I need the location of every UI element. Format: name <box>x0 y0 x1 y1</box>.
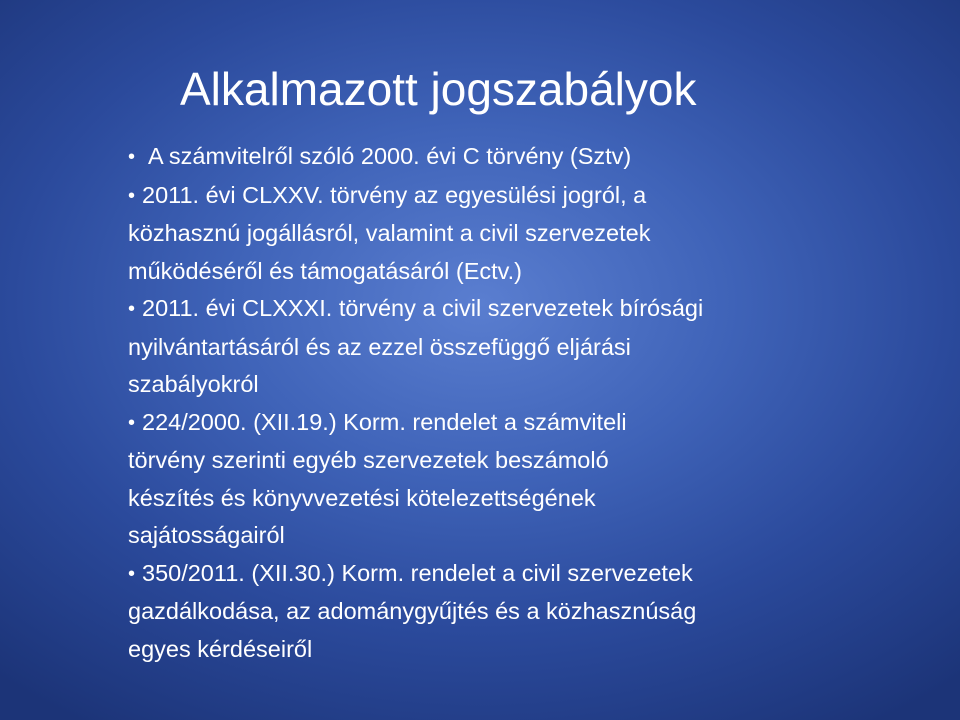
list-item-continuation: nyilvántartásáról és az ezzel összefüggő eljárási <box>128 333 631 360</box>
list-item-continuation: gazdálkodása, az adománygyűjtés és a közhasznúság <box>128 598 697 624</box>
list-item-continuation: törvény szerinti egyéb szervezetek beszámoló <box>128 447 609 473</box>
list-item <box>128 404 868 443</box>
slide-body <box>128 138 868 668</box>
bullet-icon: • <box>128 298 136 320</box>
list-item-text: 350/2011. (XII.30.) Korm. rendelet a civil szervezetek <box>142 559 693 586</box>
list-item-text: A számvitelről szóló 2000. évi C törvény (Sztv) <box>148 143 632 169</box>
list-item-text: 2011. évi CLXXV. törvény az egyesülési jogról, a <box>142 181 647 208</box>
list-item-continuation: szabályokról <box>128 371 259 397</box>
list-item-continuation: közhasznú jogállásról, valamint a civil szervezetek <box>128 220 651 246</box>
bullet-icon: • <box>128 411 136 434</box>
bullet-icon: • <box>128 562 136 585</box>
list-item-text: 224/2000. (XII.19.) Korm. rendelet a számviteli <box>142 408 627 435</box>
list-item-text: 2011. évi CLXXXI. törvény a civil szervezetek bírósági <box>142 295 704 321</box>
list-item <box>128 138 868 177</box>
list-item-continuation: működéséről és támogatásáról (Ectv.) <box>128 257 523 284</box>
list-item-continuation: egyes kérdéseiről <box>128 635 313 662</box>
bullet-icon: • <box>128 146 136 168</box>
list-item <box>128 555 868 594</box>
list-item <box>128 177 868 216</box>
list-item <box>128 290 868 329</box>
bullet-icon: • <box>128 184 136 207</box>
list-item-continuation: sajátosságairól <box>128 522 285 548</box>
slide-title: Alkalmazott jogszabályok <box>180 63 697 115</box>
list-item-continuation: készítés és könyvvezetési kötelezettségének <box>128 484 596 511</box>
